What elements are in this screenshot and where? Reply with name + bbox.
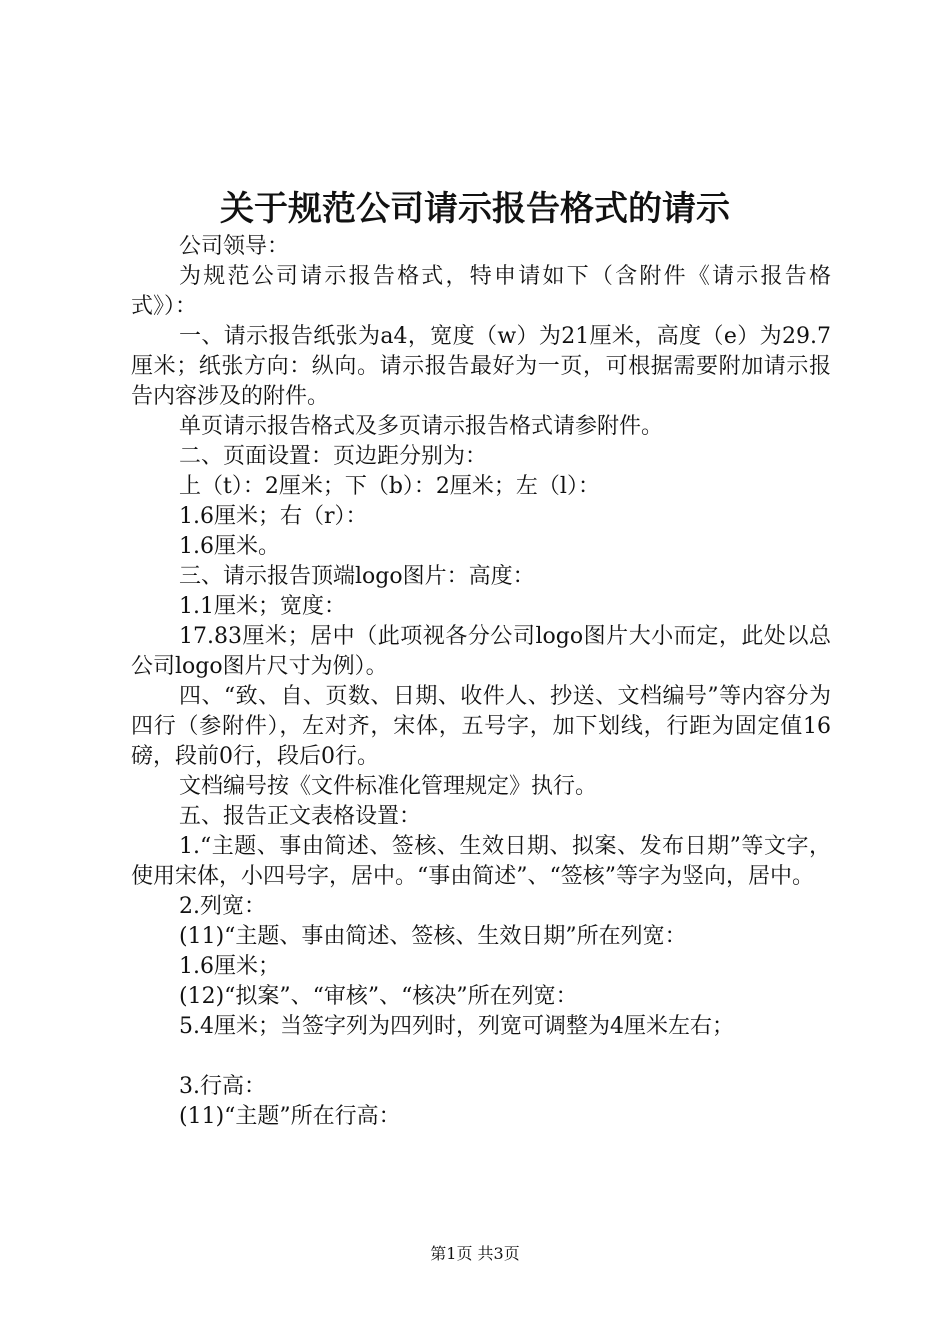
section-four-header-fields: 四、“致、自、页数、日期、收件人、抄送、文档编号”等内容分为四行（参附件），左对齐，宋体，五号字，加下划线，行距为固定值16磅，段前0行，段后0行。 xyxy=(131,684,831,769)
logo-line-1: 1.1厘米；宽度： xyxy=(179,594,346,619)
paragraph-document-number: 文档编号按《文件标准化管理规定》执行。 xyxy=(179,774,598,799)
table-item-1: 1.“主题、事由简述、签核、生效日期、拟案、发布日期”等文字，使用宋体，小四号字，居中。“事由简述”、“签核”等字为竖向，居中。 xyxy=(131,834,831,889)
column-width-line-1: (11)“主题、事由简述、签核、生效日期”所在列宽： xyxy=(179,924,687,949)
paragraph-attachment-note: 单页请示报告格式及多页请示报告格式请参附件。 xyxy=(179,414,664,439)
section-one-paper: 一、请示报告纸张为a4，宽度（w）为21厘米，高度（e）为29.7厘米；纸张方向：纵向。请示报告最好为一页，可根据需要附加请示报告内容涉及的附件。 xyxy=(131,324,831,409)
column-width-line-2: 1.6厘米； xyxy=(179,954,280,979)
intro-paragraph: 为规范公司请示报告格式，特申请如下（含附件《请示报告格式》）： xyxy=(131,264,831,319)
document-title: 关于规范公司请示报告格式的请示 xyxy=(220,189,730,229)
logo-line-2: 17.83厘米；居中（此项视各分公司logo图片大小而定，此处以总公司logo图片尺寸为例）。 xyxy=(131,624,831,679)
margin-line-3: 1.6厘米。 xyxy=(179,534,280,559)
page-footer: 第1页 共3页 xyxy=(430,1244,520,1263)
table-item-3-row-height: 3.行高： xyxy=(179,1074,266,1099)
margin-line-2: 1.6厘米；右（r）： xyxy=(179,504,368,529)
document-body xyxy=(131,232,831,1132)
section-three-logo: 三、请示报告顶端logo图片：高度： xyxy=(179,564,535,589)
margin-line-1: 上（t）：2厘米；下（b）：2厘米；左（l）： xyxy=(179,474,600,499)
column-width-line-4: 5.4厘米；当签字列为四列时，列宽可调整为4厘米左右； xyxy=(179,1014,734,1039)
column-width-line-3: (12)“拟案”、“审核”、“核决”所在列宽： xyxy=(179,984,578,1009)
section-five-table-settings: 五、报告正文表格设置： xyxy=(179,804,422,829)
section-two-page-setup: 二、页面设置：页边距分别为： xyxy=(179,444,488,469)
row-height-line-1: (11)“主题”所在行高： xyxy=(179,1104,401,1129)
table-item-2-column-width: 2.列宽： xyxy=(179,894,266,919)
blank-line xyxy=(131,1042,831,1072)
salutation: 公司领导： xyxy=(179,234,290,259)
